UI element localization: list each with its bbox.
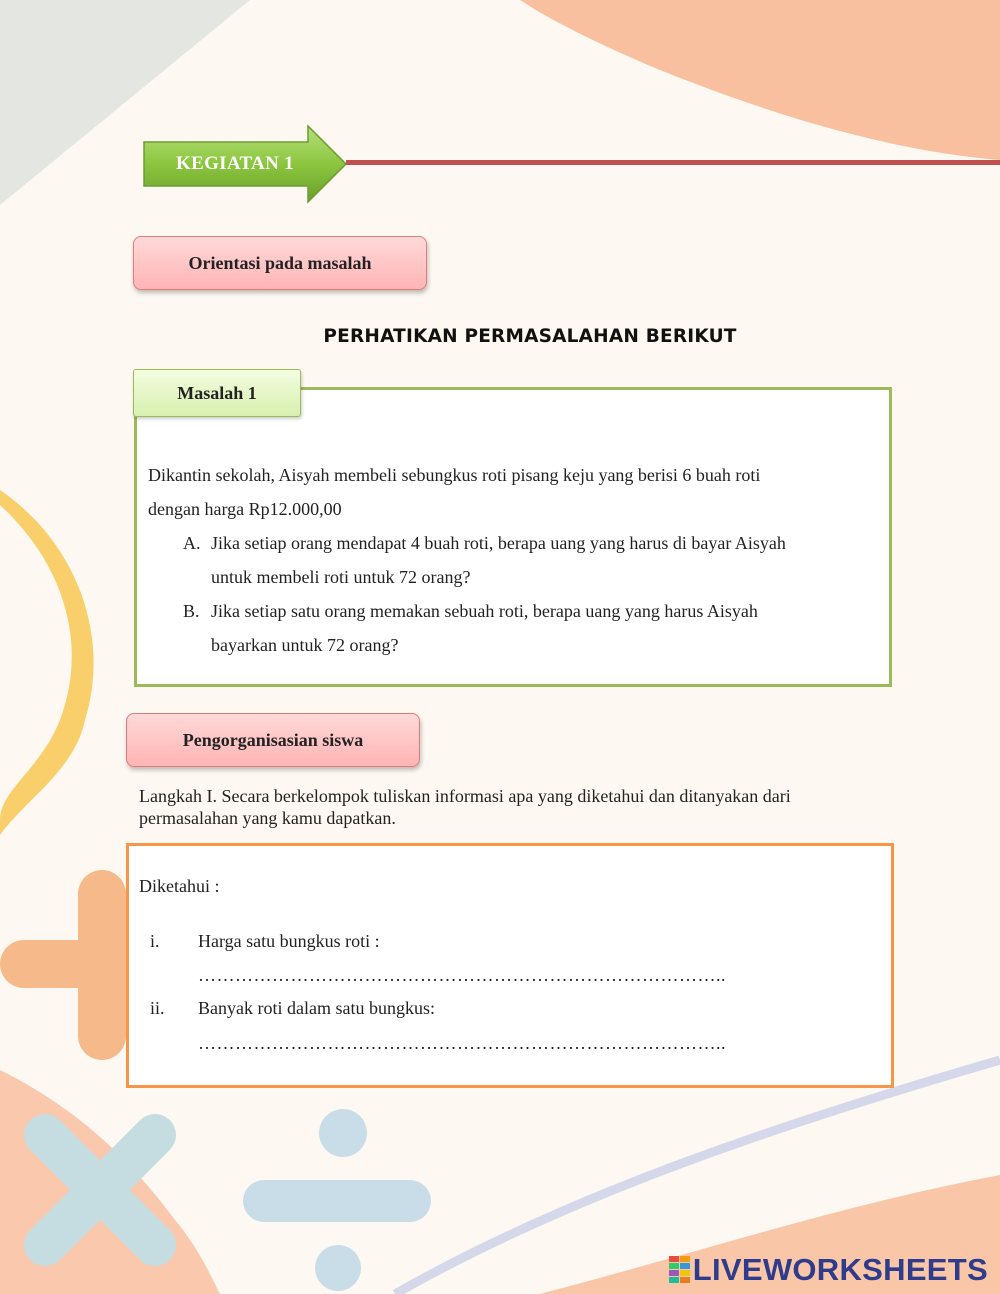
header-rule	[346, 160, 1000, 165]
problem-intro-line2: dengan harga Rp12.000,00	[148, 499, 342, 519]
question-text-line1: Jika setiap satu orang memakan sebuah roti, berapa uang yang harus Aisyah	[211, 601, 758, 621]
problem-text	[148, 458, 868, 662]
organization-heading: Pengorganisasian siswa	[126, 713, 420, 767]
liveworksheets-watermark	[669, 1252, 988, 1288]
watermark-text: LIVEWORKSHEETS	[692, 1252, 988, 1287]
step-instruction-line2: permasalahan yang kamu dapatkan.	[139, 808, 396, 828]
question-text-line2: bayarkan untuk 72 orang?	[211, 635, 399, 655]
problem-question-list	[183, 526, 868, 662]
section-heading: PERHATIKAN PERMASALAHAN BERIKUT	[323, 326, 737, 347]
problem-question-a	[183, 526, 868, 594]
step-instruction	[139, 785, 899, 829]
known-label: Diketahui :	[139, 876, 220, 896]
known-item-text: Banyak roti dalam satu bungkus:	[198, 998, 435, 1018]
orientation-heading: Orientasi pada masalah	[133, 236, 427, 290]
step-instruction-line1: Langkah I. Secara berkelompok tuliskan informasi apa yang diketahui dan ditanyakan dari	[139, 786, 791, 806]
question-text-line2: untuk membeli roti untuk 72 orang?	[211, 567, 471, 587]
known-item-2	[150, 998, 850, 1019]
known-item-text: Harga satu bungkus roti :	[198, 931, 380, 951]
answer-blank-2[interactable]: …………………………………………………………………………..	[198, 1033, 726, 1053]
liveworksheets-logo-icon	[669, 1256, 691, 1284]
activity-banner	[140, 124, 348, 204]
list-marker: ii.	[150, 998, 165, 1018]
answer-blank-1[interactable]: …………………………………………………………………………..	[198, 965, 726, 985]
problem-question-b	[183, 594, 868, 662]
activity-label: KEGIATAN 1	[176, 153, 294, 174]
question-text-line1: Jika setiap orang mendapat 4 buah roti, berapa uang yang harus di bayar Aisyah	[211, 533, 786, 553]
list-marker: B.	[183, 601, 200, 621]
known-item-1	[150, 931, 850, 952]
list-marker: i.	[150, 931, 160, 951]
problem-intro-line1: Dikantin sekolah, Aisyah membeli sebungkus roti pisang keju yang berisi 6 buah roti	[148, 465, 761, 485]
list-marker: A.	[183, 533, 201, 553]
problem-tab-label: Masalah 1	[133, 369, 301, 417]
